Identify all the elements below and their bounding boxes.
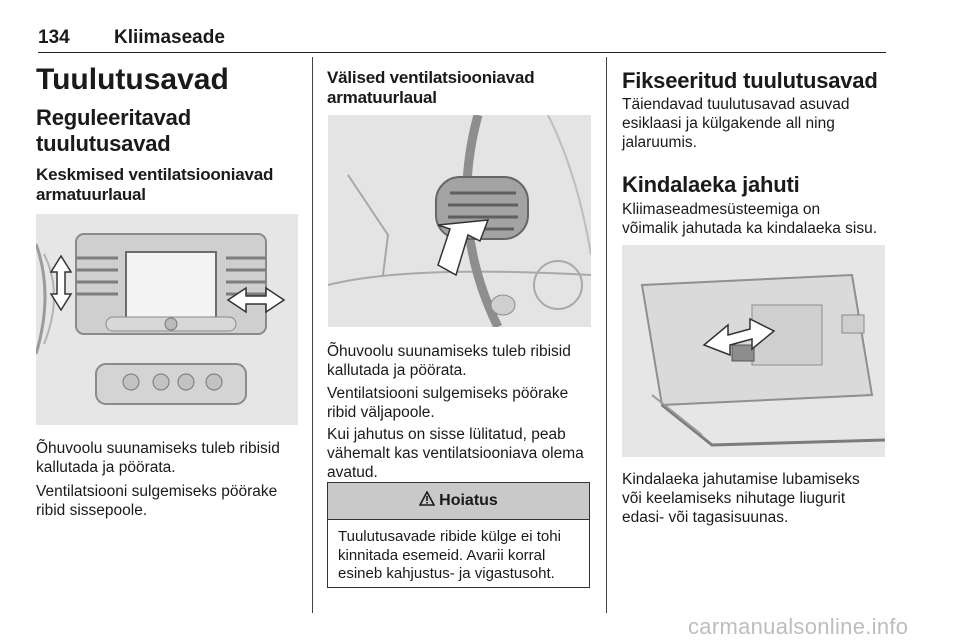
heading-central-vents-line1: Keskmised ventilatsiooniavad <box>36 165 274 184</box>
warning-line1: Tuulutusavade ribide külge ei tohi <box>338 528 561 545</box>
col1-para1-line1: Õhuvoolu suunamiseks tuleb ribisid <box>36 440 280 457</box>
warning-body <box>328 520 589 592</box>
col2-para2-line2: ribid väljapoole. <box>327 404 435 421</box>
col2-para3-line1: Kui jahutus on sisse lülitatud, peab <box>327 426 566 443</box>
subsection-title-line1: Reguleeritavad <box>36 105 191 130</box>
central-vents-illustration <box>36 214 298 425</box>
col3-para3-line1: Kindalaeka jahutamise lubamiseks <box>622 471 860 488</box>
heading-glovebox-cooler: Kindalaeka jahuti <box>622 172 800 197</box>
warning-line3: esineb kahjustus- ja vigastusoht. <box>338 565 555 582</box>
col2-para2-line1: Ventilatsiooni sulgemiseks pöörake <box>327 385 569 402</box>
warning-title: Hoiatus <box>439 492 498 509</box>
side-vent-illustration <box>328 115 591 327</box>
col1-para2-line2: ribid sissepoole. <box>36 502 148 519</box>
warning-header <box>328 483 589 520</box>
col3-para2-line1: Kliimaseadmesüsteemiga on <box>622 201 821 218</box>
col2-para1-line1: Õhuvoolu suunamiseks tuleb ribisid <box>327 343 571 360</box>
column-divider-2 <box>606 57 607 613</box>
subsection-title-line2: tuulutusavad <box>36 131 171 156</box>
page-number: 134 <box>38 27 70 48</box>
section-title: Tuulutusavad <box>36 63 229 96</box>
col3-para1-line1: Täiendavad tuulutusavad asuvad <box>622 96 850 113</box>
col2-para3-line3: avatud. <box>327 464 378 481</box>
col2-para1-line2: kallutada ja pöörata. <box>327 362 467 379</box>
warning-box <box>327 482 590 588</box>
header-rule <box>38 52 886 53</box>
col3-para1-line3: jalaruumis. <box>622 134 697 151</box>
col2-para3-line2: vähemalt kas ventilatsiooniava olema <box>327 445 584 462</box>
heading-side-vents-line1: Välised ventilatsiooniavad <box>327 68 535 87</box>
column-divider-1 <box>312 57 313 613</box>
heading-fixed-vents: Fikseeritud tuulutusavad <box>622 68 878 93</box>
heading-central-vents-line2: armatuurlaual <box>36 185 146 204</box>
heading-side-vents-line2: armatuurlaual <box>327 88 437 107</box>
col3-para2-line2: võimalik jahutada ka kindalaeka sisu. <box>622 220 878 237</box>
warning-line2: kinnitada esemeid. Avarii korral <box>338 546 546 564</box>
col1-para1-line2: kallutada ja pöörata. <box>36 459 176 476</box>
col1-para2-line1: Ventilatsiooni sulgemiseks pöörake <box>36 483 278 500</box>
col3-para1-line2: esiklaasi ja külgakende all ning <box>622 115 835 132</box>
warning-triangle-icon <box>419 491 435 511</box>
col3-para3-line2: või keelamiseks nihutage liugurit <box>622 490 846 507</box>
watermark: carmanualsonline.info <box>688 614 909 639</box>
glovebox-illustration <box>622 245 885 457</box>
col3-para3-line3: edasi- või tagasisuunas. <box>622 509 789 526</box>
chapter-title: Kliimaseade <box>114 27 225 48</box>
